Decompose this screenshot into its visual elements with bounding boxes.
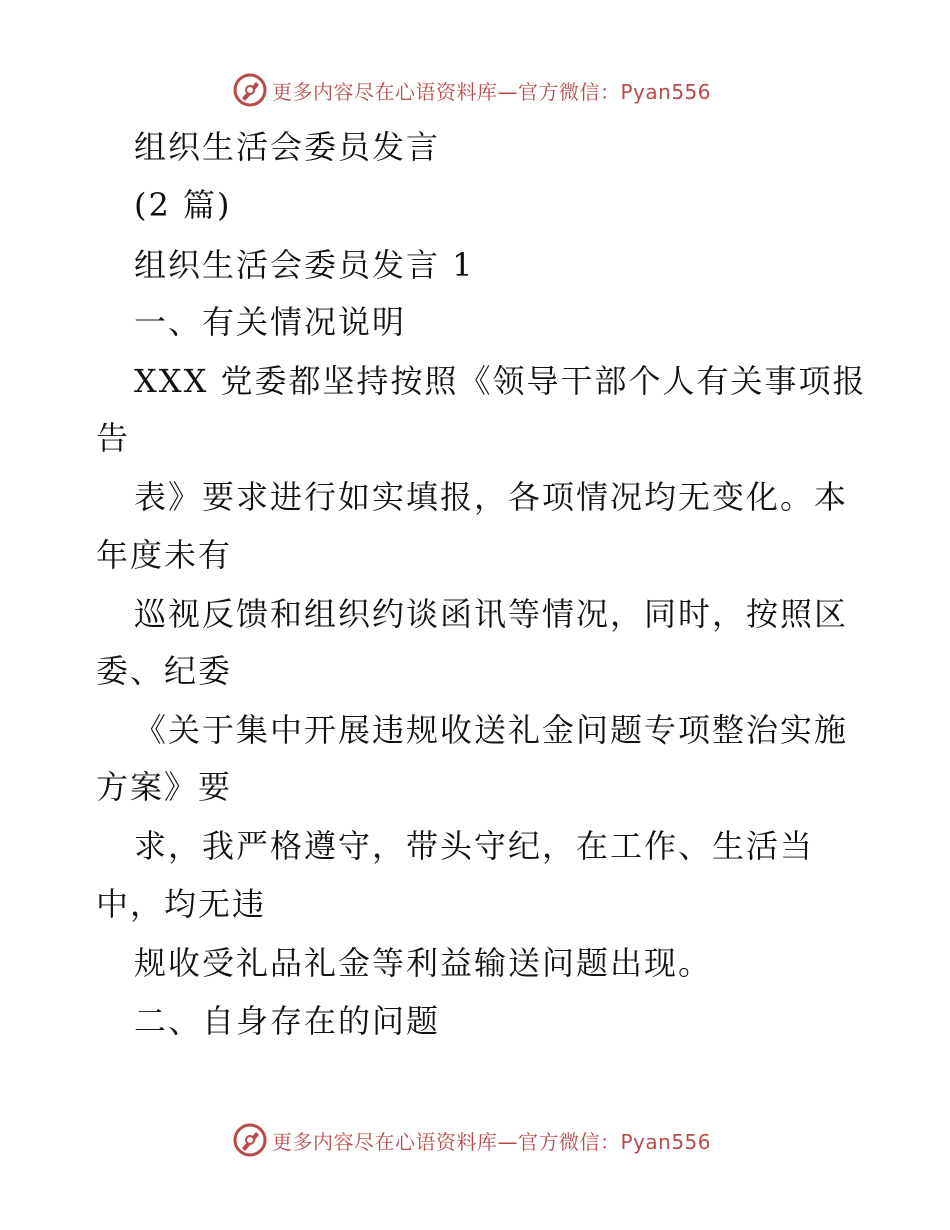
watermark-footer	[232, 1120, 752, 1160]
paragraph-line: 规收受礼品礼金等利益输送问题出现。	[134, 944, 713, 982]
paragraph-line: XXX 党委都坚持按照《领导干部个人有关事项报	[134, 362, 867, 400]
doc-title: 组织生活会委员发言	[134, 128, 441, 166]
section-heading: 组织生活会委员发言 1	[134, 246, 475, 284]
brand-logo-icon	[232, 1122, 268, 1158]
paragraph-line: 年度未有	[96, 536, 233, 574]
paragraph-line: 求，我严格遵守，带头守纪，在工作、生活当	[134, 827, 815, 865]
paragraph-line: 告	[96, 419, 131, 457]
paragraph-line: 表》要求进行如实填报，各项情况均无变化。本	[134, 478, 849, 516]
doc-subtitle: (2 篇)	[134, 186, 232, 224]
paragraph-line: 委、纪委	[96, 652, 233, 690]
paragraph-line: 方案》要	[96, 768, 233, 806]
watermark-text: 更多内容尽在心语资料库—官方微信：Pyan556	[272, 79, 712, 104]
subsection-heading: 二、自身存在的问题	[134, 1002, 441, 1040]
paragraph-line: 《关于集中开展违规收送礼金问题专项整治实施	[134, 711, 849, 749]
subsection-heading: 一、有关情况说明	[134, 303, 407, 341]
watermark-text: 更多内容尽在心语资料库—官方微信：Pyan556	[272, 1129, 712, 1154]
watermark-header	[232, 70, 752, 110]
brand-logo-icon	[232, 72, 268, 108]
paragraph-line: 巡视反馈和组织约谈函讯等情况，同时，按照区	[134, 595, 849, 633]
paragraph-line: 中，均无违	[96, 885, 267, 923]
